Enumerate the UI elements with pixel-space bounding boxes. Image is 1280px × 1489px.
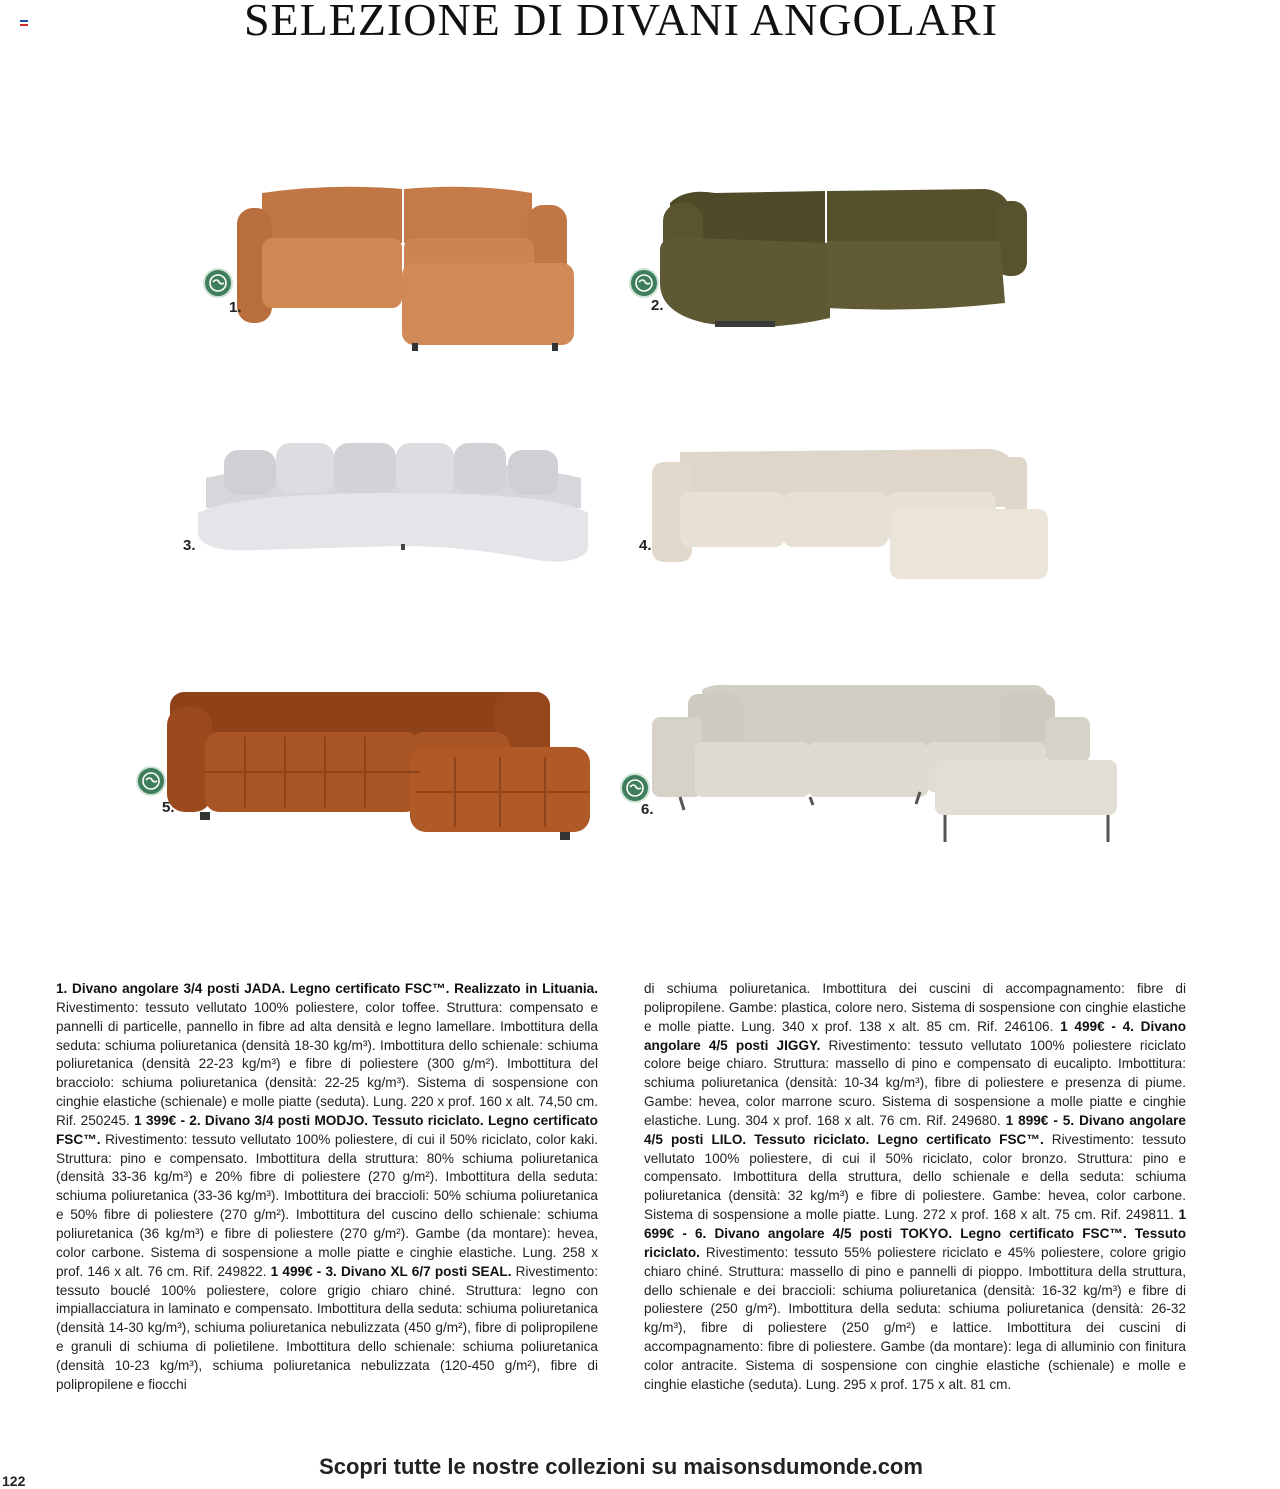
eco-badge-icon — [136, 766, 166, 796]
product-number-2: 2. — [651, 297, 664, 314]
product-2[interactable] — [655, 183, 1030, 333]
sofa-corner-bronze-icon — [165, 687, 593, 842]
footer-link-text[interactable]: Scopri tutte le nostre collezioni su maisonsdumonde.com — [319, 1454, 923, 1479]
product-5[interactable] — [165, 687, 593, 842]
eco-badge-icon — [620, 773, 650, 803]
product-heading: 1 399€ - 2. Divano 3/4 posti MODJO. Tessuto riciclato. Legno certificato FSC™. — [56, 1112, 598, 1147]
sofa-curved-grey-icon — [196, 438, 591, 568]
product-number-1: 1. — [229, 299, 242, 316]
product-number-3: 3. — [183, 537, 196, 554]
product-heading: 1 499€ - 3. Divano XL 6/7 posti SEAL. — [270, 1263, 512, 1279]
product-number-5: 5. — [162, 799, 175, 816]
product-heading: 1 499€ - 4. Divano angolare 4/5 posti JIGGY. — [644, 1018, 1187, 1053]
product-description: Rivestimento: tessuto vellutato 100% poliestere, di cui il 50% riciclato, color kaki. Struttura: pino e compensato. Imbottitura della struttura: 80% schiuma poliuretanica (densità 33-36 kg/m³) e 20% fibre di poliestere (270 g/m²). Imbottitura della seduta: schiuma poliuretanica (33-36 kg/m³). Imbottitura dei braccioli: 50% schiuma poliuretanica e 50% fibre di poliestere (270 g/m²). Imbottitura del cuscino dello schienale: schiuma poliuretanica (36 kg/m³) e fibre di poliestere (270 g/m²). Gambe (da montare): hevea, color carbone. Sistema di sospensione a molle piatte e cinghie elastiche. Lung. 258 x prof. 146 x alt. 76 cm. Rif. 249822. — [56, 1131, 598, 1279]
page-number: 122 — [2, 1473, 26, 1489]
sofa-curved-khaki-icon — [655, 183, 1030, 333]
sofa-corner-beige-icon — [650, 447, 1050, 582]
product-3[interactable] — [196, 438, 591, 568]
product-description: Rivestimento: tessuto vellutato 100% poliestere, di cui il 50% riciclato, color bronzo. Struttura: pino e compensato. Imbottitura della struttura, dello schienale e della seduta: schiuma poliuretanica (densità: 32 kg/m³) e fibre di poliestere. Gambe: hevea, color carbone. Sistema di sospensione a molle piatte. Lung. 272 x prof. 168 x alt. 75 cm. Rif. 249811. — [644, 1131, 1186, 1223]
product-number-6: 6. — [641, 801, 654, 818]
product-number-4: 4. — [639, 537, 652, 554]
eco-badge-icon — [629, 268, 659, 298]
sofa-corner-light-grey-icon — [650, 682, 1120, 847]
description-column-2 — [644, 980, 1186, 1395]
product-description: Rivestimento: tessuto vellutato 100% poliestere riciclato colore beige chiaro. Struttura: massello di pino e compensato di eucalipto. Imbottitura: schiuma poliuretanica (densità: 10-34 kg/m³), fibre di poliestere e presenza di piume. Gambe: hevea, color marrone scuro. Sistema di sospensione a molle piatte e cinghie elastiche. Lung. 304 x prof. 168 x alt. 76 cm. Rif. 249680. — [644, 1037, 1186, 1128]
product-4[interactable] — [650, 447, 1050, 582]
product-heading: 1 699€ - 6. Divano angolare 4/5 posti TOKYO. Legno certificato FSC™. Tessuto riciclato. — [644, 1207, 1186, 1260]
sofa-corner-toffee-icon — [232, 183, 577, 353]
product-6[interactable] — [650, 682, 1120, 847]
eco-badge-icon — [203, 268, 233, 298]
product-description: di schiuma poliuretanica. Imbottitura dei cuscini di accompagnamento: fibre di polipropilene. Gambe: plastica, colore nero. Sistema di sospensione con cinghie elastiche e molle piatte. Lung. 340 x prof. 138 x alt. 85 cm. Rif. 246106. — [644, 981, 1186, 1034]
product-description: Rivestimento: tessuto vellutato 100% poliestere, color toffee. Struttura: compensato e pannelli di particelle, pannello in fibre ad alta densità e legno lamellare. Imbottitura della seduta: schiuma poliuretanica (densità 18-30 kg/m³). Imbottitura dello schienale: schiuma poliuretanica (densità 22-23 kg/m³) e fibre di poliestere (300 g/m²). Imbottitura del bracciolo: schiuma poliuretanica (densità: 22-25 kg/m³). Sistema di sospensione con cinghie elastiche (schienale) e molle piatte (seduta). Lung. 220 x prof. 160 x alt. 74,50 cm. Rif. 250245. — [56, 999, 598, 1128]
page-title: SELEZIONE DI DIVANI ANGOLARI — [243, 0, 999, 45]
product-heading: 1 899€ - 5. Divano angolare 4/5 posti LILO. Tessuto riciclato. Legno certificato FSC™. — [644, 1112, 1186, 1147]
product-description: Rivestimento: tessuto bouclé 100% poliestere, colore grigio chiaro chiné. Struttura: legno con impiallacciatura in laminato e compensato. Imbottitura della seduta: schiuma poliuretanica (densità 14-30 kg/m³), schiuma poliuretanica nebulizzata (450 g/m²), fibre di polipropilene e granuli di schiuma di polietilene. Imbottitura dello schienale: schiuma poliuretanica (densità 10-23 kg/m³), schiuma poliuretanica nebulizzata (120-450 g/m²), fibre di polipropilene e fiocchi — [56, 1263, 599, 1392]
product-description: Rivestimento: tessuto 55% poliestere riciclato e 45% poliestere, colore grigio chiaro chiné. Struttura: massello di pino e pannelli di pioppo. Imbottitura della struttura, dello schienale e dei braccioli: schiuma poliuretanica (densità: 16-32 kg/m³) e fibre di poliestere (250 g/m²). Imbottitura della seduta: schiuma poliuretanica (densità: 26-32 kg/m³), fibre di poliestere (250 g/m²) e lattice. Imbottitura dei cuscini di accompagnamento: fibre di poliestere. Gambe (da montare): lega di alluminio con finitura color antracite. Sistema di sospensione con cinghie elastiche (schienale) e molle e cinghie elastiche (seduta). Lung. 295 x prof. 175 x alt. 81 cm. — [644, 1244, 1186, 1392]
product-heading: 1. Divano angolare 3/4 posti JADA. Legno certificato FSC™. Realizzato in Lituania. — [56, 981, 598, 996]
description-column-1 — [56, 980, 598, 1395]
product-1[interactable] — [232, 183, 577, 353]
